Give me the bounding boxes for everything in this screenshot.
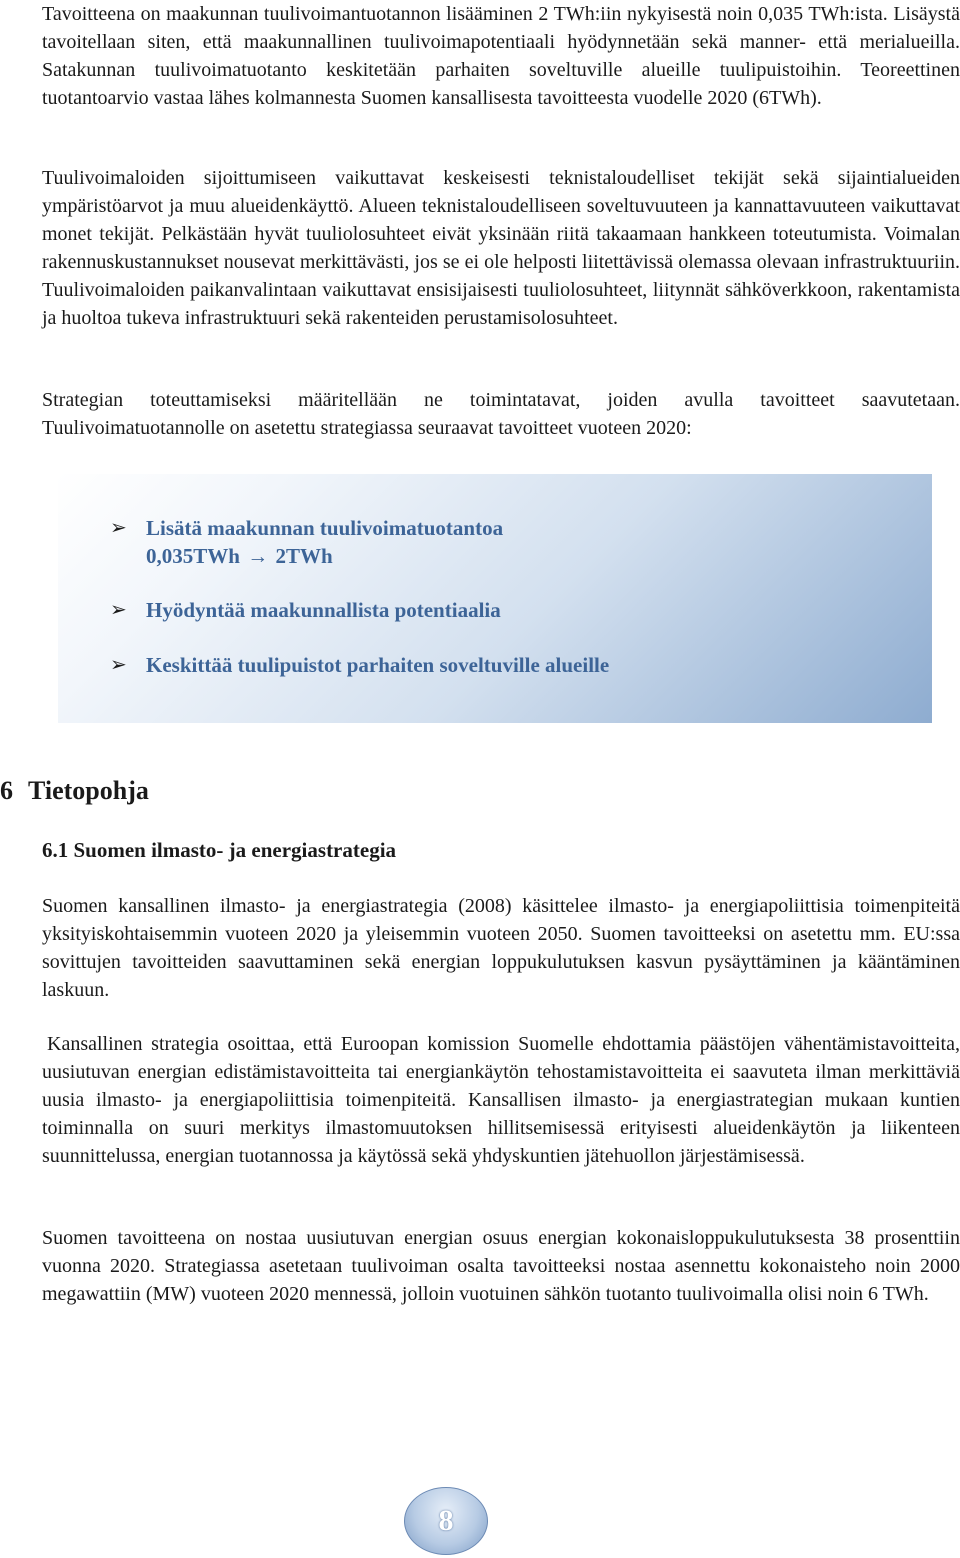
- page-number-badge: [404, 1487, 488, 1555]
- body-paragraph-1: Suomen kansallinen ilmasto- ja energiastrategia (2008) käsittelee ilmasto- ja energiapoliittisia toimenpiteitä yksityiskohtaisemmin vuoteen 2020 ja yleisemmin vuoteen 2050. Suomen tavoitteeksi on asetettu mm. EU:ssa sovittujen tavoitteiden saavuttaminen sekä energian loppukulutuksen kasvun pysäyttäminen ja kääntäminen laskuun.: [42, 895, 960, 1001]
- intro-paragraph-1: Tavoitteena on maakunnan tuulivoimantuotannon lisääminen 2 TWh:iin nykyisestä noin 0,035 TWh:ista. Lisäystä tavoitellaan siten, että maakunnallinen tuulivoimapotentiaali hyödynnetään sekä manner- että merialueilla. Satakunnan tuulivoimatuotanto keskitetään parhaiten soveltuville alueille tuulipuistoihin. Teoreettinen tuotantoarvio vastaa lähes kolmannesta Suomen kansallisesta tavoitteesta vuodelle 2020 (6TWh).: [42, 3, 960, 109]
- goal-from-value: 0,035TWh: [146, 544, 240, 568]
- body-paragraph-2: Kansallinen strategia osoittaa, että Euroopan komission Suomelle ehdottamia päästöjen vähentämistavoitteita, uusiutuvan energian edistämistavoitteita tai energiankäytön tehostamistavoitteita ei saavuteta ilman merkittäviä uusia ilmasto- ja energiapoliittisia toimenpiteitä. Kansallisen ilmasto- ja energiastrategian mukaan kuntien toiminnalla on suuri merkitys ilmastomuutoksen hillitsemisessä erityisesti alueidenkäytön ja liikenteen suunnittelussa, energian tuotannossa ja käytössä sekä yhdyskuntien jätehuollon järjestämisessä.: [42, 1033, 960, 1167]
- intro-paragraph-3: Strategian toteuttamiseksi määritellään ne toimintatavat, joiden avulla tavoitteet saavutetaan. Tuulivoimatuotannolle on asetettu strategiassa seuraavat tavoitteet vuoteen 2020:: [42, 389, 960, 439]
- body-paragraph-3: Suomen tavoitteena on nostaa uusiutuvan energian osuus energian kokonaisloppukulutuksesta 38 prosenttiin vuonna 2020. Strategiassa asetetaan tuulivoiman osalta tavoitteeksi nostaa asennettu kokonaisteho noin 2000 megawattiin (MW) vuoteen 2020 mennessä, jolloin vuotuinen sähkön tuotanto tuulivoimalla olisi noin 6 TWh.: [42, 1227, 960, 1305]
- right-arrow-icon: →: [247, 544, 269, 568]
- goal-item-2: [110, 596, 501, 624]
- goal-item-1: [110, 514, 503, 570]
- chevron-right-icon: ➢: [110, 654, 127, 676]
- goal-item-1-text: Lisätä maakunnan tuulivoimatuotantoa: [146, 516, 504, 540]
- page-number: 8: [438, 1504, 454, 1537]
- section-heading: [0, 774, 149, 808]
- goal-item-3: [110, 651, 609, 679]
- intro-paragraph-2: Tuulivoimaloiden sijoittumiseen vaikuttavat keskeisesti teknistaloudelliset tekijät sekä sijaintialueiden ympäristöarvot ja muu alueidenkäyttö. Alueen teknistaloudelliseen soveltuvuuteen ja kannattavuuteen vaikuttavat monet tekijät. Pelkästään hyvät tuuliolosuhteet eivät yksinään riitä takaamaan hankkeen toteutumista. Voimalan rakennuskustannukset nousevat merkittävästi, jos se ei ole helposti liitettävissä olemassa olevaan infrastruktuuriin. Tuulivoimaloiden paikanvalintaan vaikuttavat ensisijaisesti tuuliolosuhteet, liitynnät sähköverkkoon, rakentamista ja huoltoa tukeva infrastruktuuri sekä rakenteiden perustamisolosuhteet.: [42, 167, 960, 329]
- goal-item-3-text: Keskittää tuulipuistot parhaiten soveltuville alueille: [146, 653, 610, 677]
- goal-item-2-text: Hyödyntää maakunnallista potentiaalia: [146, 598, 501, 622]
- subsection-heading: 6.1 Suomen ilmasto- ja energiastrategia: [42, 838, 397, 862]
- chevron-right-icon: ➢: [110, 517, 127, 539]
- section-number: 6: [0, 776, 13, 805]
- chevron-right-icon: ➢: [110, 599, 127, 621]
- goal-to-value: 2TWh: [275, 544, 333, 568]
- goals-box: [58, 474, 932, 723]
- section-title: Tietopohja: [28, 776, 149, 805]
- goal-item-1-values: [146, 542, 503, 570]
